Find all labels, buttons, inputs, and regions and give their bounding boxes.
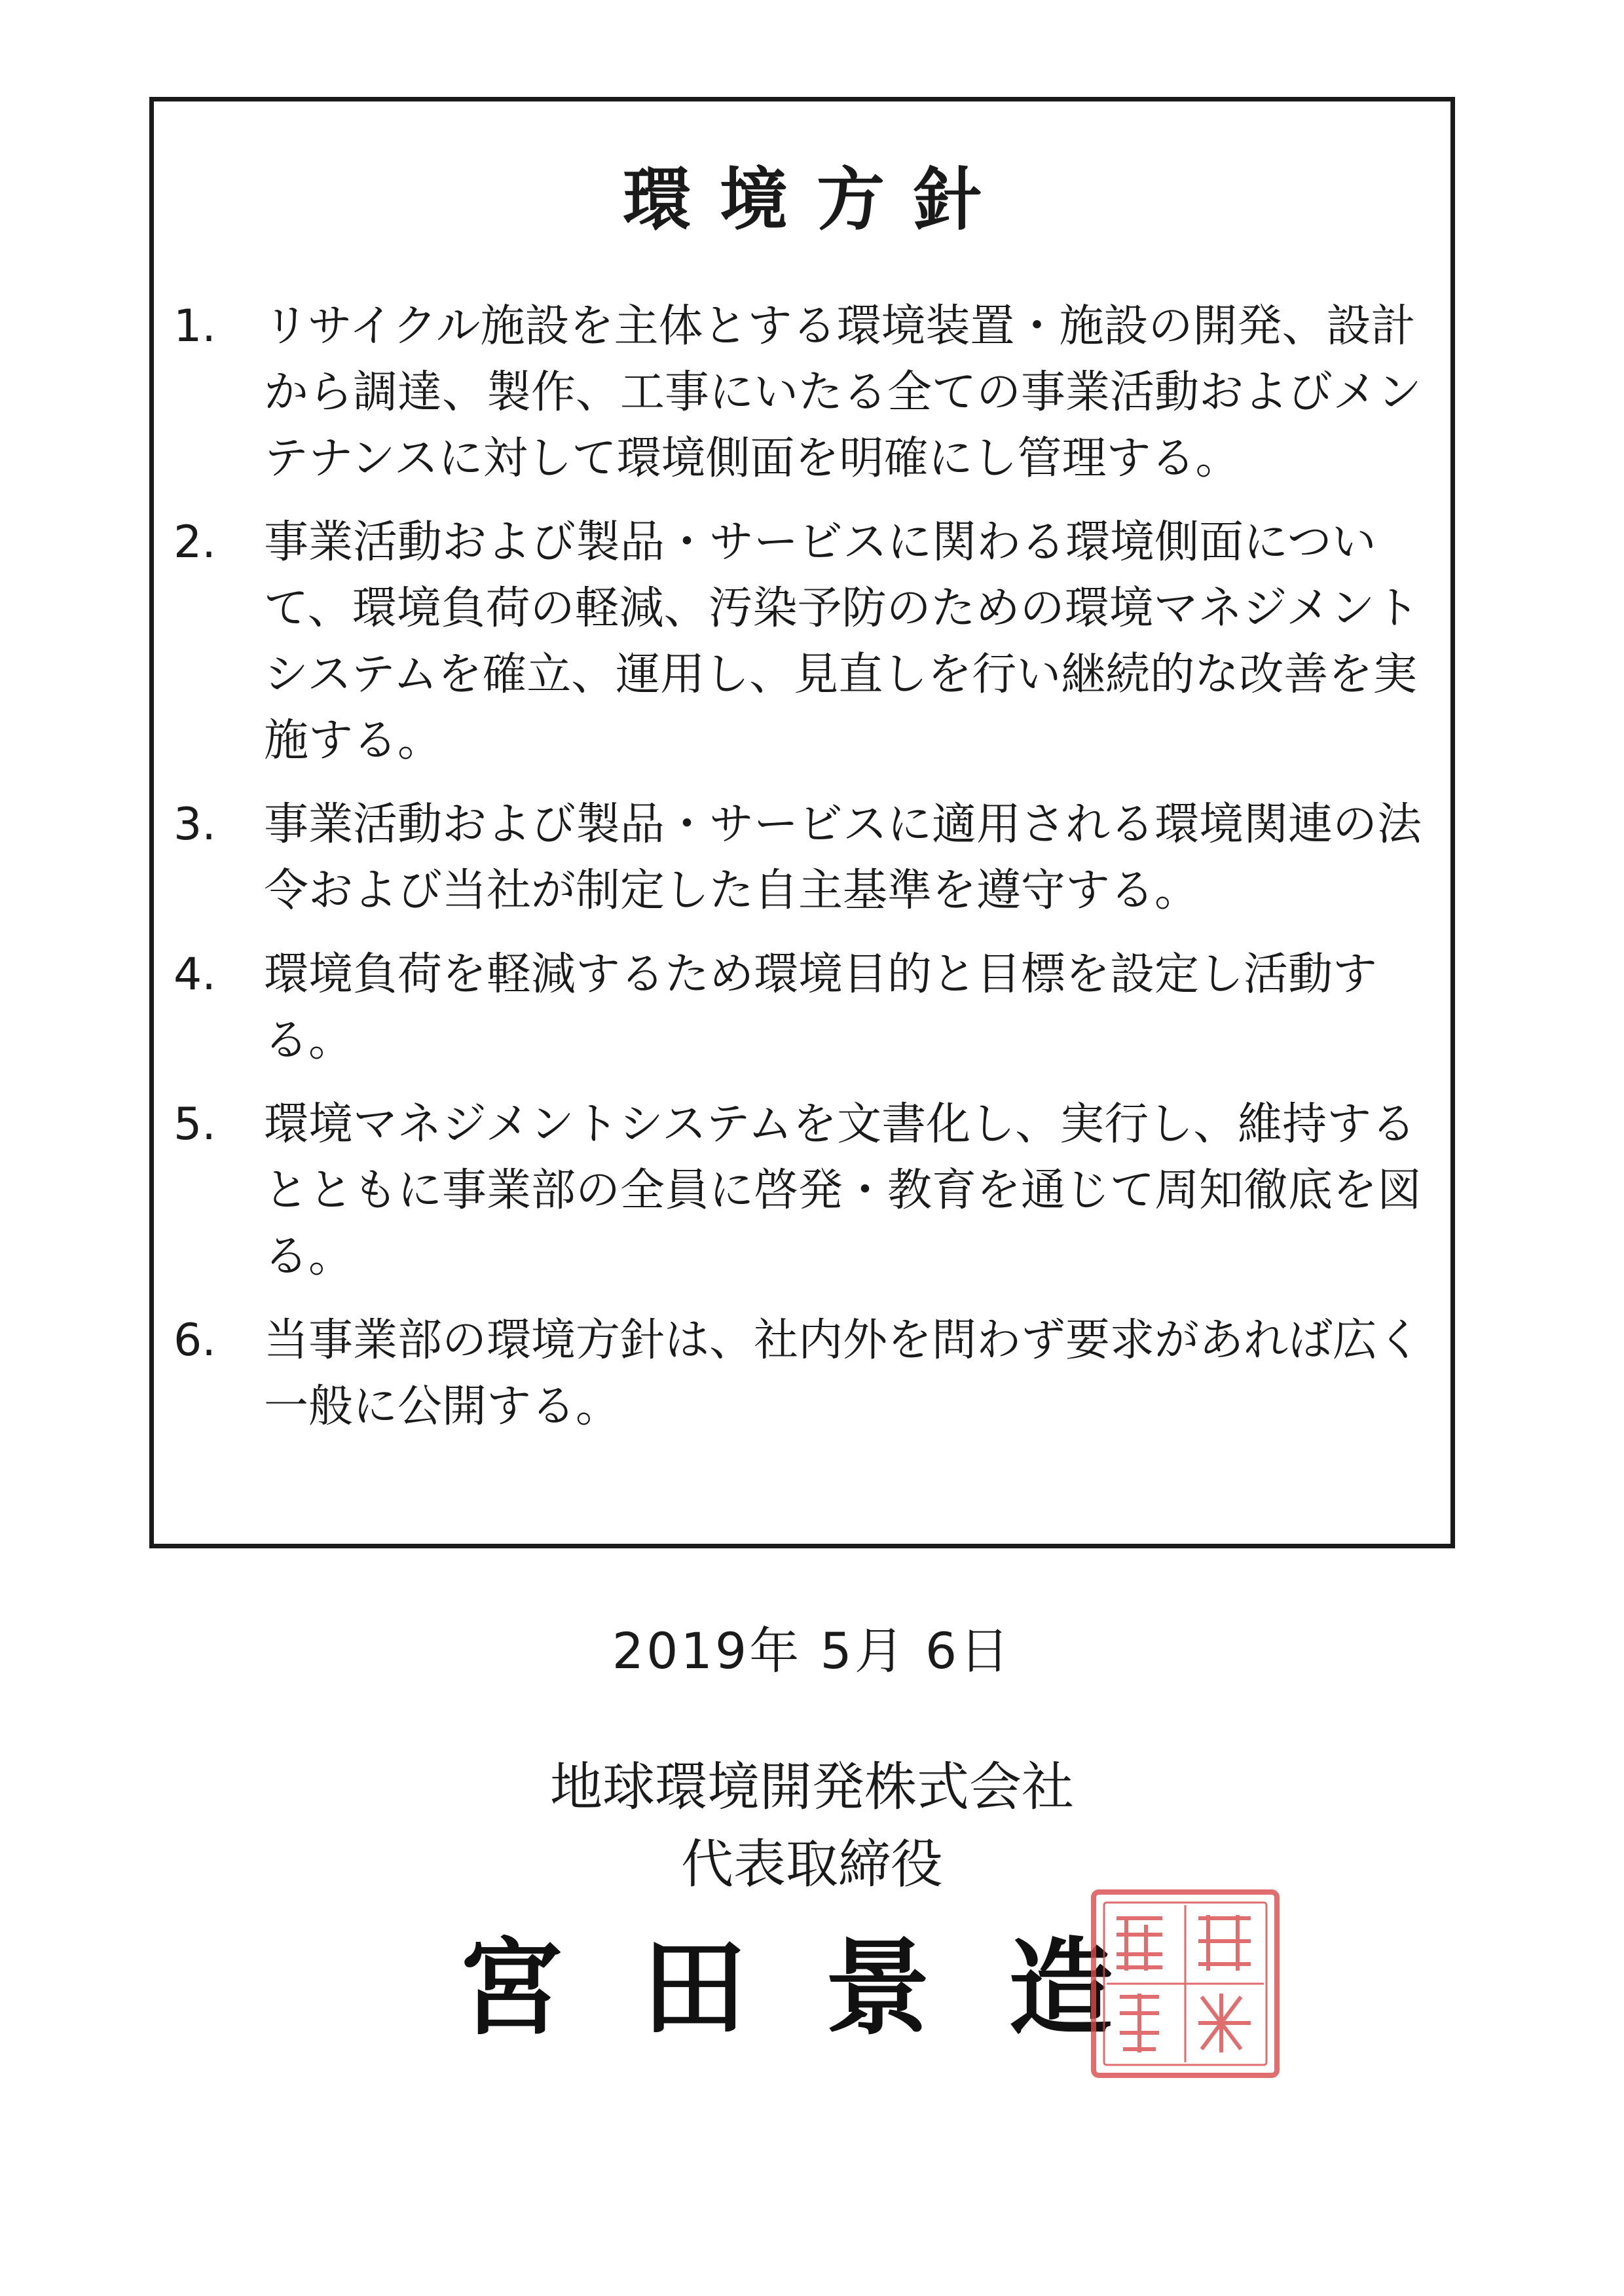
policy-box (149, 97, 1455, 1548)
policy-item-number: 6. (174, 1315, 216, 1366)
policy-item-text: 当事業部の環境方針は、社内外を問わず要求があれば広く一般に公開する。 (264, 1315, 1422, 1432)
policy-item-number: 3. (174, 799, 216, 850)
policy-item-text: 事業活動および製品・サービスに適用される環境関連の法令および当社が制定した自主基準を遵守する。 (264, 799, 1422, 917)
company-name: 地球環境開発株式会社 (550, 1757, 1074, 1817)
policy-item-number: 4. (174, 949, 216, 1000)
policy-item-6 (174, 1307, 1428, 1440)
policy-item-text: 環境負荷を軽減するため環境目的と目標を設定し活動する。 (264, 949, 1378, 1066)
policy-item-3 (174, 792, 1428, 924)
policy-item-text: 事業活動および製品・サービスに関わる環境側面について、環境負荷の軽減、汚染予防のための環境マネジメントシステムを確立、運用し、見直しを行い継続的な改善を実施する。 (264, 517, 1420, 767)
policy-title: 環境方針 (622, 160, 1010, 240)
policy-item-number: 2. (174, 517, 216, 568)
policy-item-text: 環境マネジメントシステムを文書化し、実行し、維持するとともに事業部の全員に啓発・教育を通じて周知徹底を図る。 (264, 1099, 1422, 1283)
policy-item-5 (174, 1091, 1428, 1290)
policy-list (174, 293, 1428, 1457)
policy-item-1 (174, 293, 1428, 492)
company-seal-icon (1087, 1886, 1283, 2082)
policy-item-2 (174, 509, 1428, 774)
policy-item-4 (174, 941, 1428, 1074)
policy-item-number: 1. (174, 301, 216, 352)
issue-date: 2019年 5月 6日 (612, 1622, 1012, 1680)
policy-item-number: 5. (174, 1099, 216, 1150)
signature-name: 宮田景造 (458, 1926, 1192, 2049)
policy-item-text: リサイクル施設を主体とする環境装置・施設の開発、設計から調達、製作、工事にいたる全ての事業活動およびメンテナンスに対して環境側面を明確にし管理する。 (264, 301, 1422, 484)
representative-title: 代表取締役 (681, 1834, 943, 1895)
